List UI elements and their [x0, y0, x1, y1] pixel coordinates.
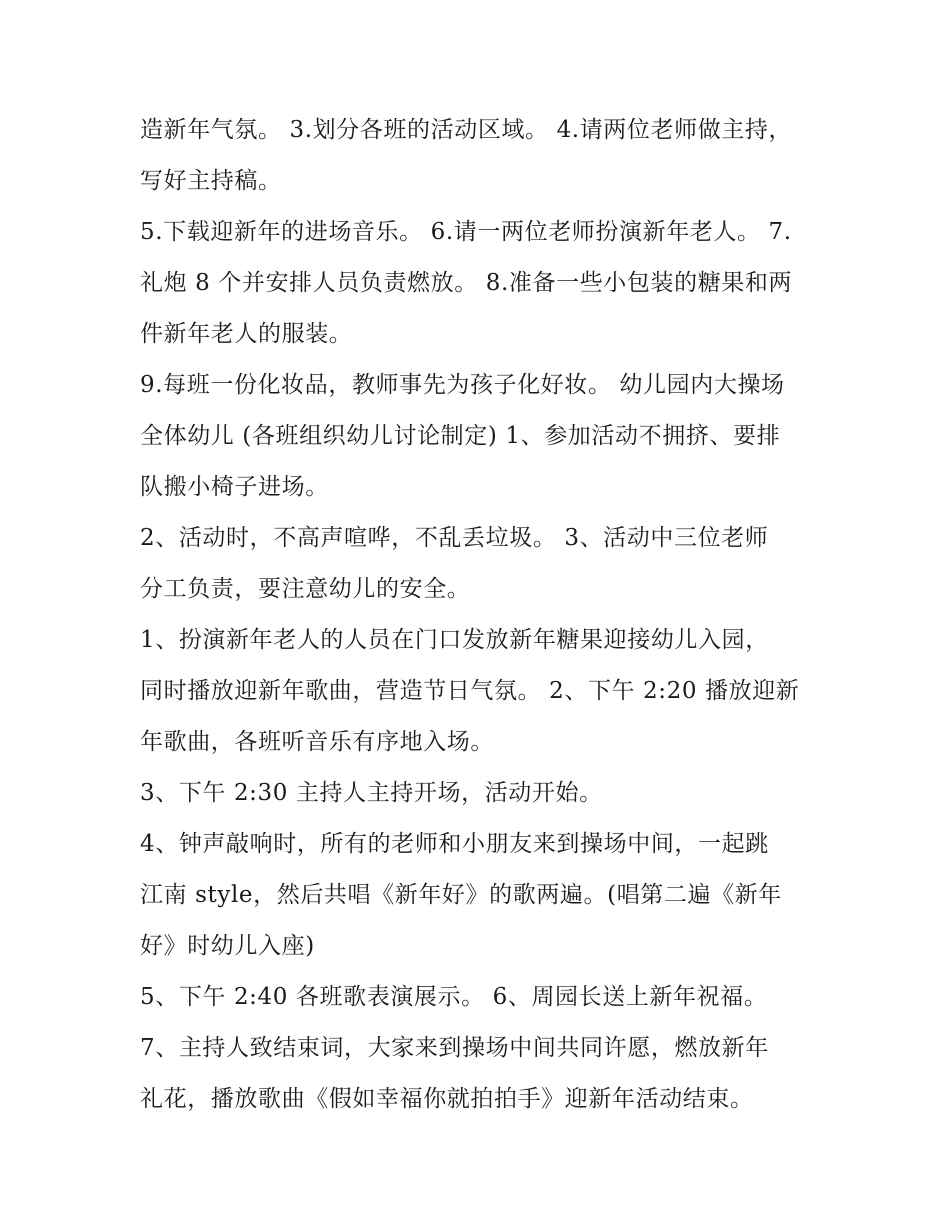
text-line: 礼花，播放歌曲《假如幸福你就拍拍手》迎新年活动结束。 [140, 1086, 754, 1112]
text-line: 4、钟声敲响时，所有的老师和小朋友来到操场中间，一起跳 [140, 831, 769, 857]
document-body [140, 105, 820, 1125]
text-line: 年歌曲，各班听音乐有序地入场。 [140, 729, 494, 755]
text-line: 队搬小椅子进场。 [140, 474, 329, 500]
text-line: 全体幼儿 (各班组织幼儿讨论制定) 1、参加活动不拥挤、要排 [140, 423, 781, 449]
text-line: 7、主持人致结束词，大家来到操场中间共同许愿，燃放新年 [140, 1035, 769, 1061]
text-line: 分工负责，要注意幼儿的安全。 [140, 576, 471, 602]
text-line: 江南 style，然后共唱《新年好》的歌两遍。(唱第二遍《新年 [140, 882, 782, 908]
text-line: 写好主持稿。 [140, 168, 282, 194]
text-line: 同时播放迎新年歌曲，营造节日气氛。 2、下午 2:20 播放迎新 [140, 678, 800, 704]
text-line: 1、扮演新年老人的人员在门口发放新年糖果迎接幼儿入园， [140, 627, 769, 653]
text-line: 件新年老人的服装。 [140, 321, 353, 347]
text-line: 3、下午 2:30 主持人主持开场，活动开始。 [140, 780, 603, 806]
text-line: 造新年气氛。 3.划分各班的活动区域。 4.请两位老师做主持， [140, 117, 793, 143]
text-line: 9.每班一份化妆品，教师事先为孩子化好妆。 幼儿园内大操场 [140, 372, 785, 398]
text-line: 5、下午 2:40 各班歌表演展示。 6、周园长送上新年祝福。 [140, 984, 768, 1010]
text-line: 5.下载迎新年的进场音乐。 6.请一两位老师扮演新年老人。 7. [140, 219, 792, 245]
text-line: 好》时幼儿入座) [140, 933, 315, 959]
text-line: 2、活动时，不高声喧哗，不乱丢垃圾。 3、活动中三位老师 [140, 525, 769, 551]
text-line: 礼炮 8 个并安排人员负责燃放。 8.准备一些小包装的糖果和两 [140, 270, 793, 296]
